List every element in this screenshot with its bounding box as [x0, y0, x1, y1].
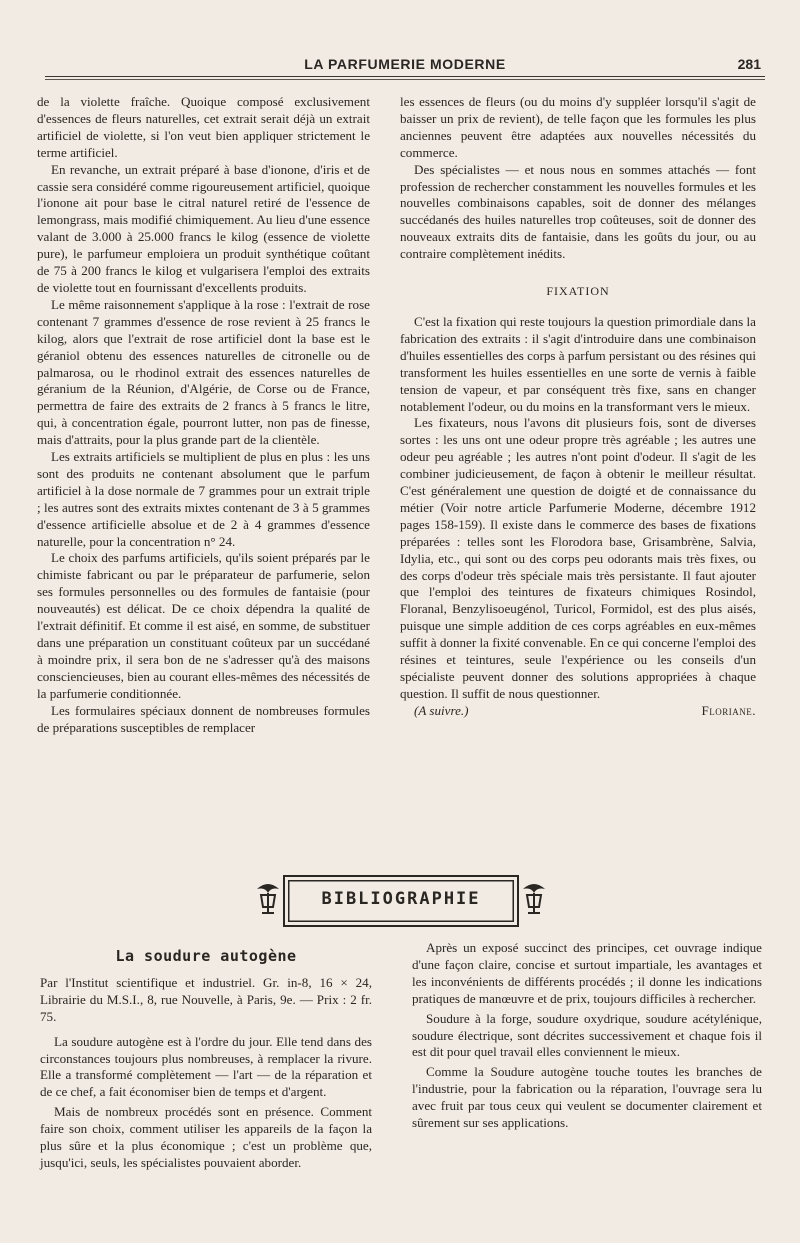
- paragraph: Soudure à la forge, soudure oxydrique, soudure acétylénique, soudure électrique, sont décrites successivement et chaque fois il est dit pour quel travail elles conviennent le mieux.: [412, 1010, 762, 1060]
- paragraph: Les fixateurs, nous l'avons dit plusieurs fois, sont de diverses sortes : les uns ont une odeur propre très agréable ; les autres une odeur peu agréable ; les autres n'ont point d'odeur. Il s'agit de les combiner judicieusement, de façon à obtenir le meilleur résultat. C'est généralement une question de doigté et de connaissance du métier (Voir notre article Parfumerie Moderne, décembre 1912 pages 158-159). Il existe dans le commerce des bases de fixations préparées : telles sont les Florodora base, Grisambrène, Salvia, Idylia, etc., qui sont ou des corps peu odorants mais très fixes, ou des corps d'odeur très spéciale mais très persistante. Il faut ajouter que l'emploi des teintures de fixateurs chimiques Rosindol, Floranal, Benzylisoeugénol, Turicol, Formidol, est des plus aisés, puisque une simple addition de ces corps agréables en eux-mêmes suffit à donner la fixité convenable. En ce qui concerne l'emploi des résines et teintures, seule l'expérience ou les conseils d'un spécialiste peuvent donner des solutions appropriées à chaque question. Il suffit de nous questionner.: [400, 415, 756, 701]
- author-signature: Floriane.: [701, 702, 756, 718]
- paragraph: La soudure autogène est à l'ordre du jour. Elle tend dans des circonstances toujours plus nombreuses, à remplacer la rivure. Elle a transformé complètement — l'art — de la réparation et de ce chef, a fait économiser bien de temps et d'argent.: [40, 1033, 372, 1100]
- paragraph: Les formulaires spéciaux donnent de nombreuses formules de préparations susceptibles de remplacer: [37, 702, 370, 735]
- paragraph: Comme la Soudure autogène touche toutes les branches de l'industrie, pour la fabrication ou la réparation, l'ouvrage sera lu avec fruit par tous ceux qui veulent se documenter clairement et sûrement sur ses applications.: [412, 1064, 762, 1131]
- ornament-left-icon: [253, 877, 283, 917]
- header-rule-thin: [45, 79, 765, 80]
- paragraph: Le même raisonnement s'applique à la rose : l'extrait de rose contenant 7 grammes d'essence de rose revient à 25 francs le kilog, alors que l'extrait de rose artificiel dont la base est le géraniol obtenu des essences naturelles de citronelle ou de palmarosa, ou le rhodinol extrait des essences naturelles de géranium de la Réunion, d'Algérie, de Corse ou de France, permettra de faire des extraits de 2 francs à 5 francs le litre, qui, à concentration égale, pourront lutter, non pas de finesse, mais d'attraits, pour la plus grande part de la clientèle.: [37, 296, 370, 448]
- paragraph: Après un exposé succinct des principes, cet ouvrage indique d'une façon claire, concise et surtout impartiale, les avantages et les inconvénients de différents procédés ; il donne les indications pratiques de manœuvre et de prix, toujours difficiles à rechercher.: [412, 940, 762, 1006]
- paragraph: Mais de nombreux procédés sont en présence. Comment faire son choix, comment utiliser les appareils de la façon la plus sûre et la plus économique ; c'est un problème que, jusqu'ici, seuls, les spécialistes pouvaient aborder.: [40, 1104, 372, 1170]
- book-title: La soudure autogène: [115, 947, 297, 965]
- left-column: [37, 94, 370, 736]
- to-follow-note: (A suivre.): [414, 702, 469, 718]
- paragraph: Les extraits artificiels se multiplient de plus en plus : les uns sont des produits ne contenant absolument que le parfum artificiel à la dose normale de 7 grammes pour un extrait triple ; les autres sont des extraits mixtes contenant de 3 à 5 grammes d'essence artificielle absolue et de 2 à 4 grammes d'essence naturelle, pour la concentration n° 24.: [37, 449, 370, 549]
- article-footer: [400, 703, 756, 720]
- ornament-right-icon: [519, 877, 549, 917]
- banner-label: BIBLIOGRAPHIE: [321, 889, 481, 909]
- paragraph: Des spécialistes — et nous nous en sommes attachés — font profession de rechercher constamment les nouvelles formules et les nouvelles combinaisons capables, soit de donner des mélanges succédanés des huiles naturelles trop coûteuses, soit de donner des nouveaux extraits dits de fantaisie, dans les goûts du jour, ou au contraire complètement inédits.: [400, 161, 756, 262]
- banner-frame: [283, 875, 519, 927]
- journal-title: LA PARFUMERIE MODERNE: [304, 56, 506, 72]
- right-column: [400, 94, 756, 720]
- paragraph: de la violette fraîche. Quoique composé exclusivement d'essences de fleurs naturelles, cet extrait serait déjà un extrait artificiel de violette, si l'on veut bien appliquer strictement le terme artificiel.: [37, 94, 370, 160]
- paragraph: C'est la fixation qui reste toujours la question primordiale dans la fabrication des extraits : il s'agit d'introduire dans une combinaison d'huiles essentielles des corps à parfum persistant ou des résines qui transforment les huiles essentielles en une sorte de vernis à faible tension de vapeur, et par conséquent très fixe, sans en changer notablement l'odeur, ou du moins en la transformant vers le mieux.: [400, 313, 756, 414]
- bibliography-banner: [253, 873, 549, 931]
- bibliography-left-column: [40, 948, 372, 1175]
- paragraph: les essences de fleurs (ou du moins d'y suppléer lorsqu'il s'agit de baisser un prix de revient), de telle façon que les formules les plus anciennes peuvent être adaptées aux nouvelles nécessités du commerce.: [400, 94, 756, 160]
- paragraph: Le choix des parfums artificiels, qu'ils soient préparés par le chimiste fabricant ou par le préparateur de parfumerie, selon ses formules personnelles ou des formules de fantaisie (pour nouveautés) est délicat. De ce choix dépendra la qualité de l'extrait définitif. Et comme il est aisé, en somme, de substituer dans une préparation un constituant coûteux par un succédané à moindre prix, il sera bon de ne s'adresser qu'à des maisons consciencieuses, bien au courant elles-mêmes des nécessités de la parfumerie conditionnée.: [37, 550, 370, 701]
- running-header: [45, 56, 765, 76]
- paragraph: En revanche, un extrait préparé à base d'ionone, d'iris et de cassie sera considéré comme rigoureusement artificiel, quoique l'ionone ait pour base le citral naturel retiré de l'essence de lemongrass, mais modifié chimiquement. Au lieu d'une essence valant de 3.000 à 25.000 francs le kilog (essence de violette pure), le parfumeur emploiera un produit synthétique coûtant de 75 à 200 francs le kilog et vulgarisera l'emploi des extraits de violette tout en fournissant d'excellents produits.: [37, 161, 370, 295]
- bibliography-right-column: [412, 940, 762, 1135]
- page-number: 281: [737, 56, 761, 72]
- header-rule: [45, 76, 765, 77]
- section-title: FIXATION: [546, 284, 610, 299]
- book-reference: Par l'Institut scientifique et industriel. Gr. in-8, 16 × 24, Librairie du M.S.I., 8, rue Nouvelle, à Paris, 9e. — Prix : 2 fr. 75.: [40, 974, 372, 1024]
